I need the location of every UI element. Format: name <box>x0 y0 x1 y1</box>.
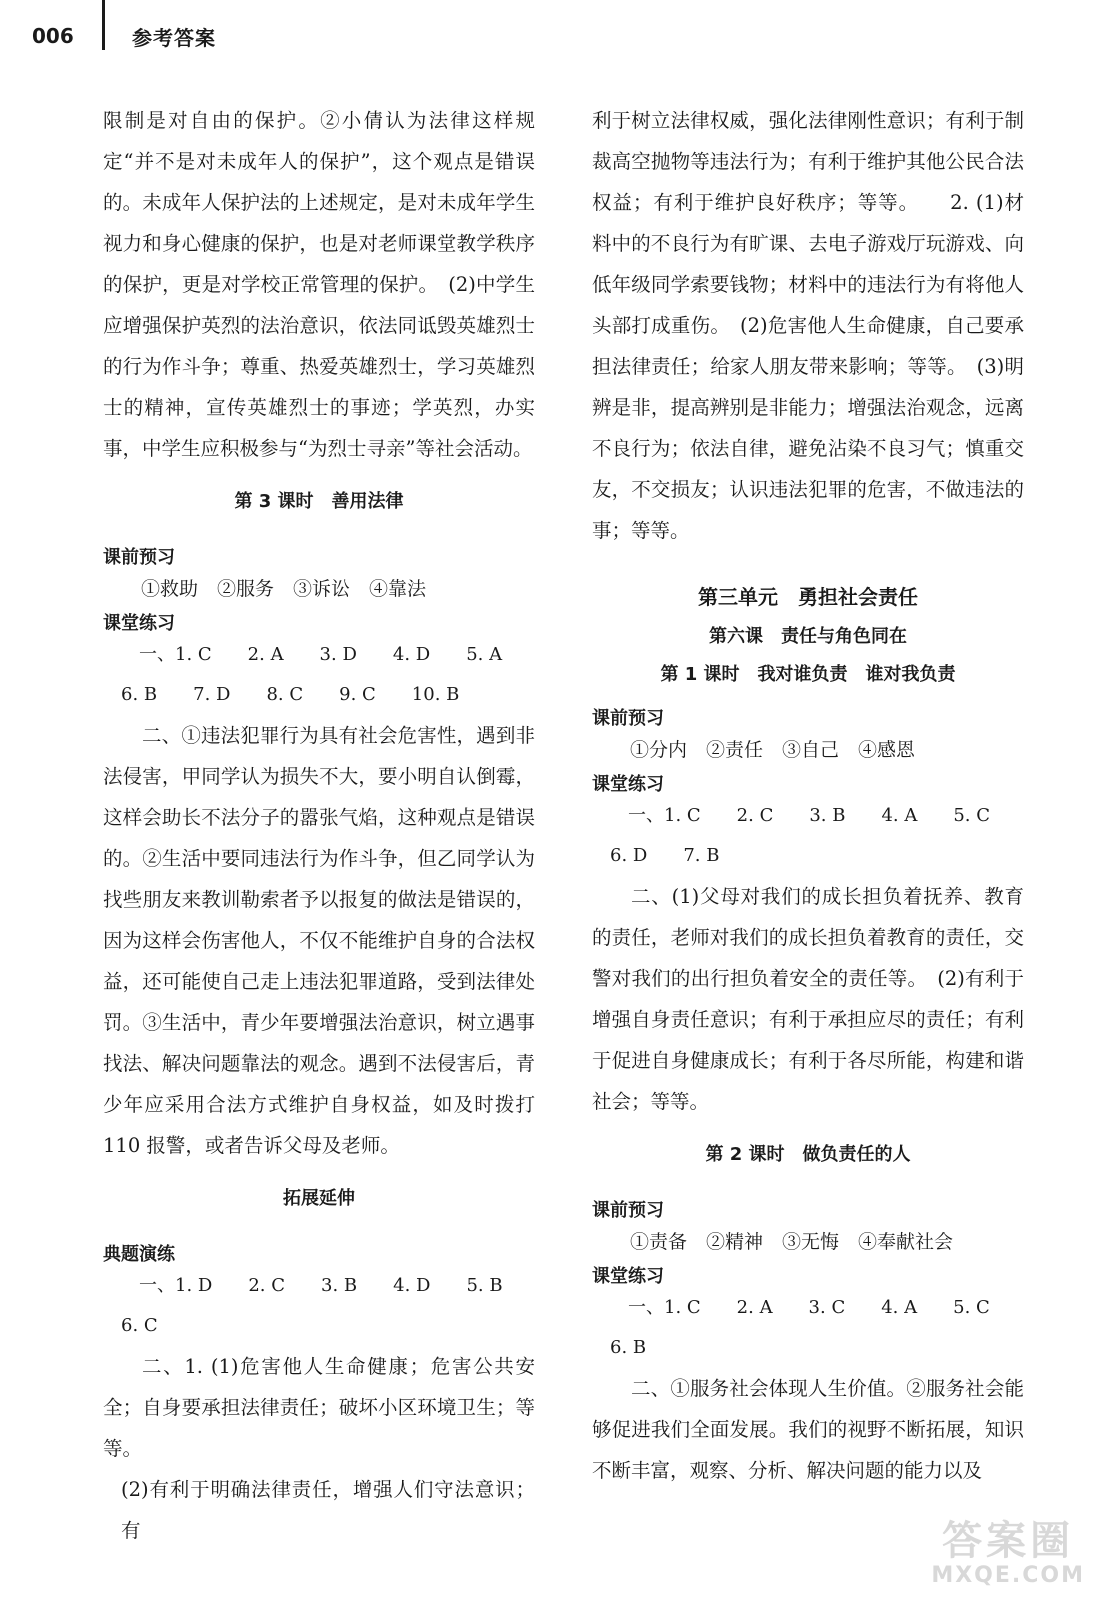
left-paragraph-4: (2)有利于明确法律责任，增强人们守法意识；有 <box>121 1478 535 1542</box>
page-number: 006 <box>32 24 74 48</box>
lesson-1-title: 第 1 课时 我对谁负责 谁对我负责 <box>660 664 956 685</box>
mc2-answers-row-1: 一、1. C 2. A 3. C 4. A 5. C <box>628 1297 990 1318</box>
left-paragraph-3: 二、1. (1)危害他人生命健康；危害公共安全；自身要承担法律责任；破坏小区环境卫生；等等。 <box>103 1355 535 1460</box>
left-column <box>103 100 535 1551</box>
preview-label-right: 课前预习 <box>592 708 664 729</box>
right-column <box>592 100 1024 1491</box>
lesson-title: 第六课 责任与角色同在 <box>709 626 907 647</box>
lesson-2-title: 第 2 课时 做负责任的人 <box>705 1144 911 1165</box>
header-divider <box>102 0 105 50</box>
left-paragraph-1: 限制是对自由的保护。②小倩认为法律这样规定“并不是对未成年人的保护”，这个观点是错误的。未成年人保护法的上述规定，是对未成年学生视力和身心健康的保护，也是对老师课堂教学秩序的保护，更是对学校正常管理的保护。 (2)中学生应增强保护英烈的法治意识，依法同诋毁英雄烈士的行为作斗争；尊重、热爱英雄烈士，学习英雄烈士的精神，宣传英雄烈士的事迹；学英烈，办实事，中学生应积极参与“为烈士寻亲”等社会活动。 <box>103 109 535 460</box>
header-title: 参考答案 <box>132 26 216 50</box>
watermark-url: MXQE.COM <box>931 1563 1085 1588</box>
preview-2-answers: ①责备 ②精神 ③无悔 ④奉献社会 <box>630 1231 954 1253</box>
page-header <box>0 0 1105 70</box>
mc-answers-right-row-1: 一、1. C 2. C 3. B 4. A 5. C <box>628 805 991 826</box>
practice-2-label: 课堂练习 <box>592 1266 664 1287</box>
practice-label-right: 课堂练习 <box>592 774 664 795</box>
practice-label: 课堂练习 <box>103 613 175 634</box>
watermark-text: 答案圈 <box>942 1518 1075 1564</box>
lesson-3-title: 第 3 课时 善用法律 <box>234 491 404 512</box>
right-paragraph-3: 二、①服务社会体现人生价值。②服务社会能够促进我们全面发展。我们的视野不断拓展，知识不断丰富，观察、分析、解决问题的能力以及 <box>592 1377 1024 1482</box>
left-paragraph-2: 二、①违法犯罪行为具有社会危害性，遇到非法侵害，甲同学认为损失不大，要小明自认倒霉，这样会助长不法分子的嚣张气焰，这种观点是错误的。②生活中要同违法行为作斗争，但乙同学认为找些朋友来教训勒索者予以报复的做法是错误的，因为这样会伤害他人，不仅不能维护自身的合法权益，还可能使自己走上违法犯罪道路，受到法律处罚。③生活中，青少年要增强法治意识，树立遇事找法、解决问题靠法的观念。遇到不法侵害后，青少年应采用合法方式维护自身权益，如及时拨打 110 报警，或者告诉父母及老师。 <box>103 724 535 1157</box>
extension-answers-row-2: 6. C <box>121 1315 158 1336</box>
preview-answers-right: ①分内 ②责任 ③自己 ④感恩 <box>630 739 916 761</box>
preview-2-label: 课前预习 <box>592 1200 664 1221</box>
mc-answers-right-row-2: 6. D 7. B <box>610 845 720 866</box>
extension-title: 拓展延伸 <box>283 1188 355 1209</box>
unit-title: 第三单元 勇担社会责任 <box>698 585 918 609</box>
right-paragraph-2: 二、(1)父母对我们的成长担负着抚养、教育的责任，老师对我们的成长担负着教育的责任，交警对我们的出行担负着安全的责任等。 (2)有利于增强自身责任意识；有利于承担应尽的责任；有利于促进自身健康成长；有利于各尽所能，构建和谐社会；等等。 <box>592 885 1024 1113</box>
mc2-answers-row-2: 6. B <box>610 1337 647 1358</box>
typical-exercise-label: 典题演练 <box>103 1244 175 1265</box>
mc-answers-row-2: 6. B 7. D 8. C 9. C 10. B <box>121 684 460 705</box>
preview-label: 课前预习 <box>103 547 175 568</box>
watermark-logo <box>931 1519 1085 1588</box>
right-paragraph-1: 利于树立法律权威，强化法律刚性意识；有利于制裁高空抛物等违法行为；有利于维护其他公民合法权益；有利于维护良好秩序；等等。 2. (1)材料中的不良行为有旷课、去电子游戏厅玩游戏、向低年级同学索要钱物；材料中的违法行为有将他人头部打成重伤。 (2)危害他人生命健康，自己要承担法律责任；给家人朋友带来影响；等等。 (3)明辨是非，提高辨别是非能力；增强法治观念，远离不良行为；依法自律，避免沾染不良习气；慎重交友，不交损友；认识违法犯罪的危害，不做违法的事；等等。 <box>592 109 1024 542</box>
extension-answers-row-1: 一、1. D 2. C 3. B 4. D 5. B <box>139 1275 503 1296</box>
preview-answers: ①救助 ②服务 ③诉讼 ④靠法 <box>141 578 427 600</box>
mc-answers-row-1: 一、1. C 2. A 3. D 4. D 5. A <box>139 644 503 665</box>
